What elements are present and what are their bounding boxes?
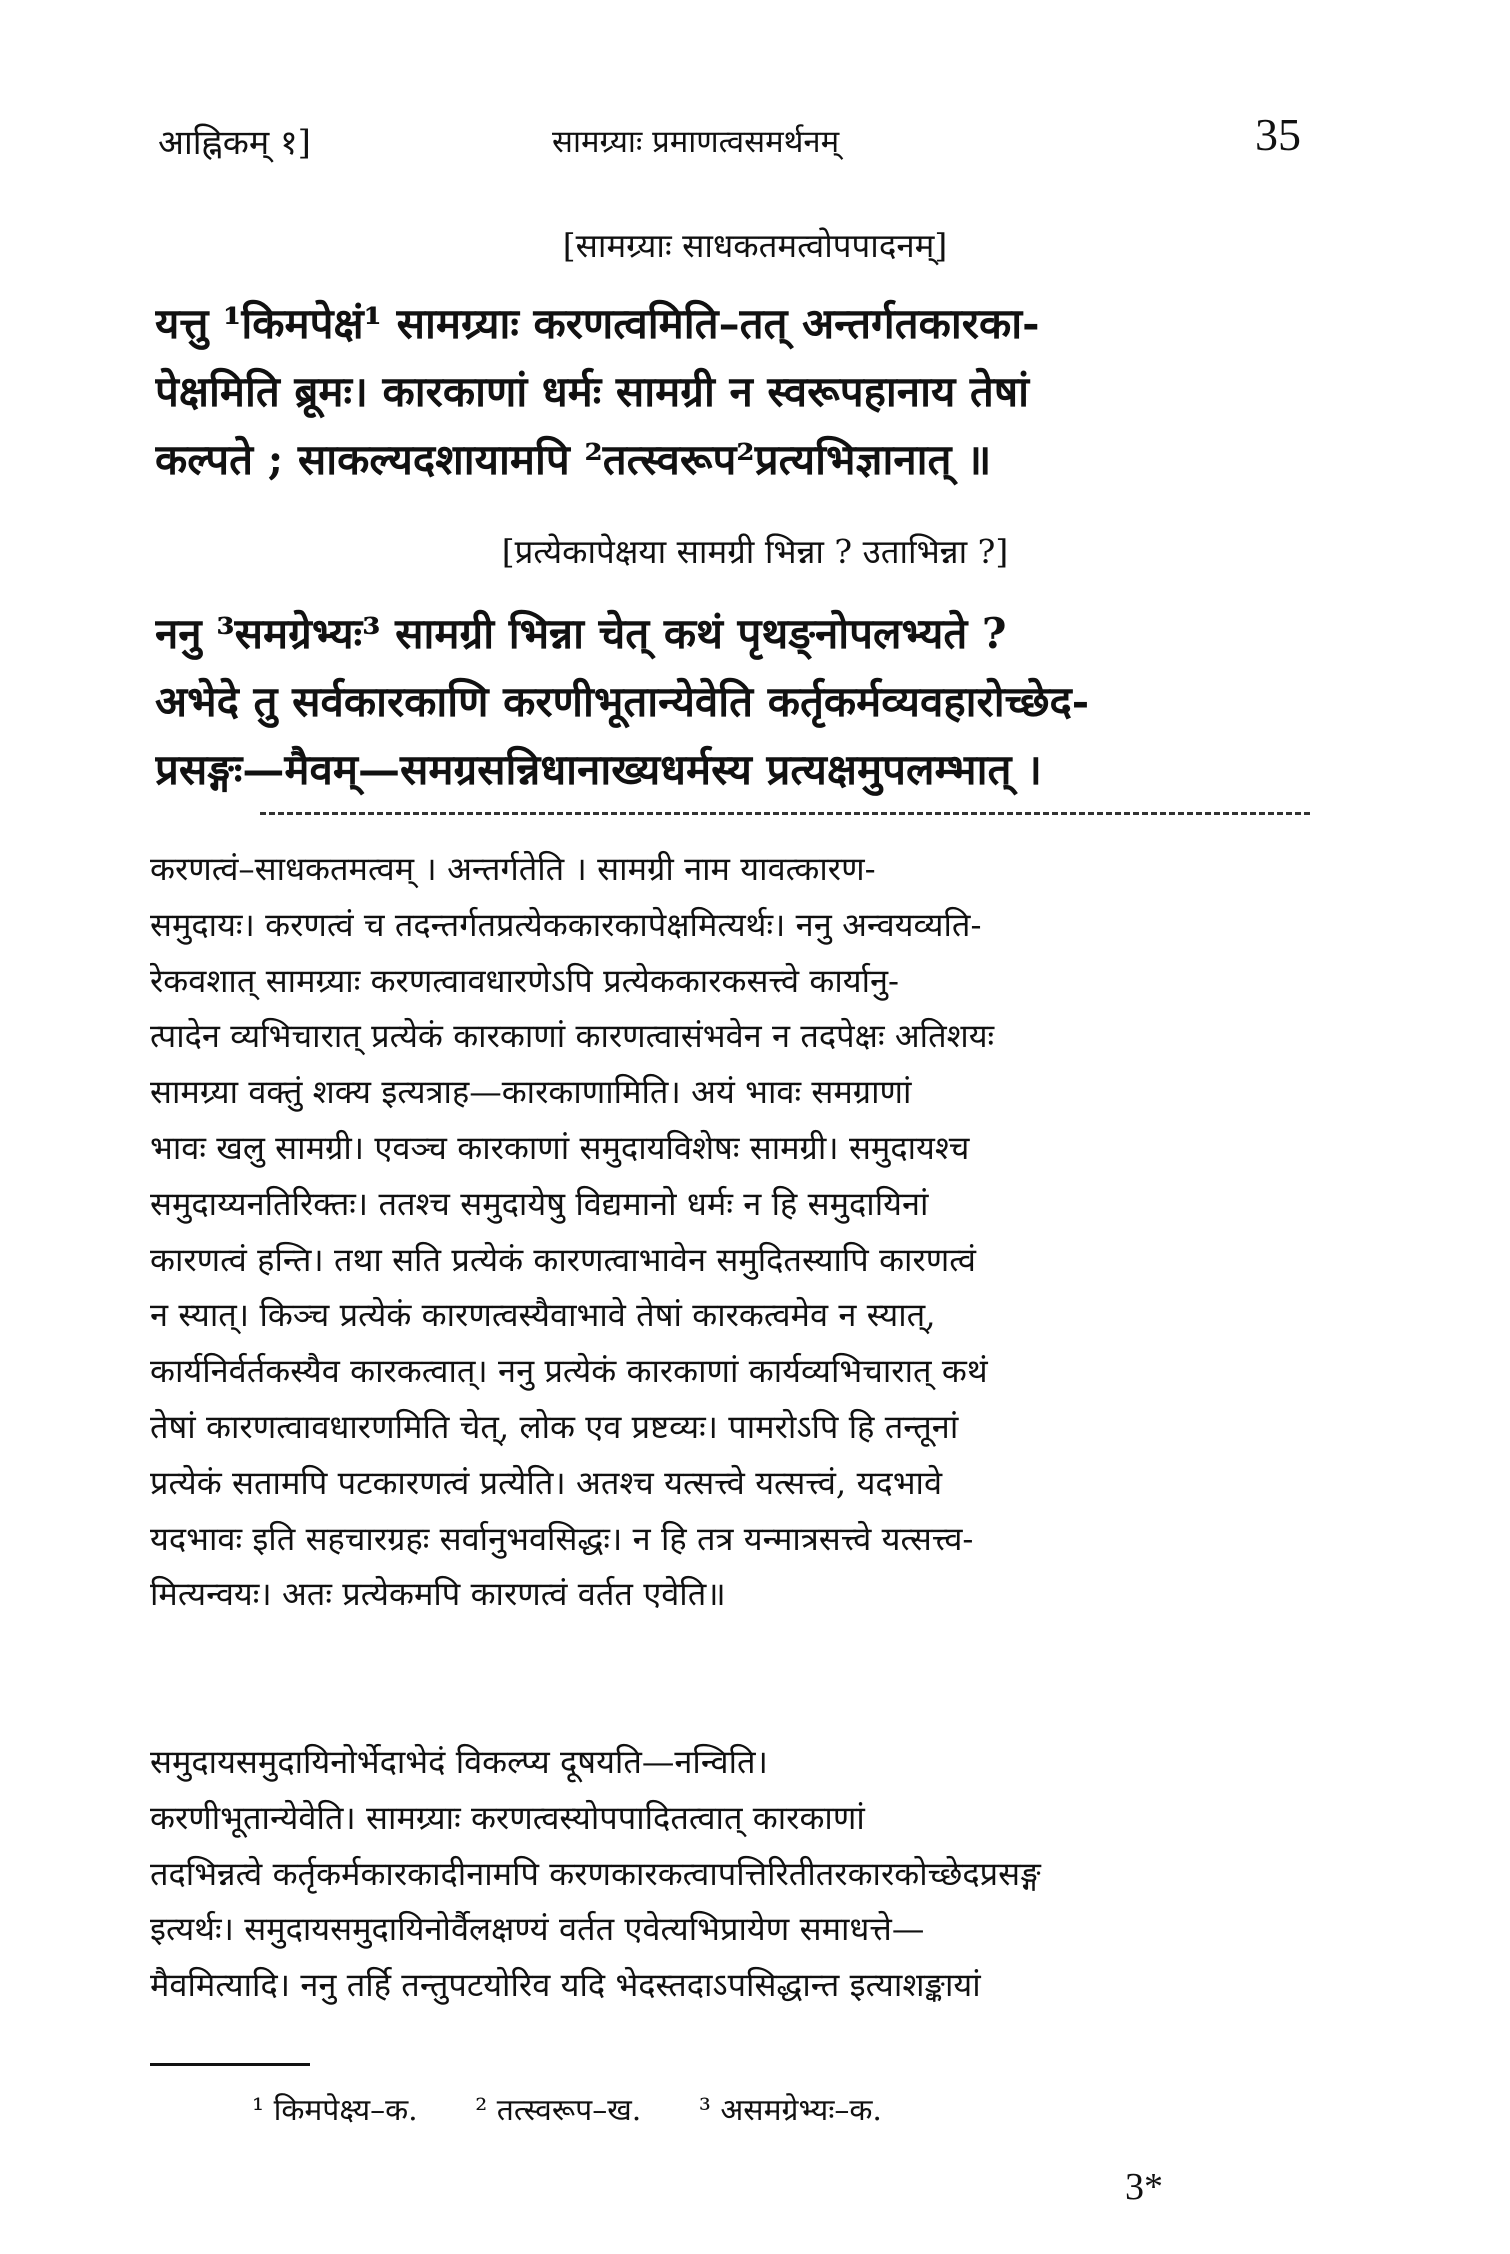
signature-mark: 3* [1125, 2166, 1163, 2208]
commentary-paragraph-2 [150, 1735, 1310, 2014]
root-text-line: अभेदे तु सर्वकारकाणि करणीभूतान्येवेति कर्तृकर्मव्यवहारोच्छेद- [155, 677, 1090, 726]
commentary-line: समुदायसमुदायिनोर्भेदाभेदं विकल्प्य दूषयति—नन्विति। [150, 1743, 768, 1781]
footnotes [252, 2088, 930, 2129]
commentary-line: त्पादेन व्यभिचारात् प्रत्येकं कारकाणां कारणत्वासंभवेन न तदपेक्षः अतिशयः [150, 1017, 995, 1056]
section-heading-1: [सामग्र्याः साधकतमत्वोपपादनम्] [562, 226, 948, 265]
section-heading-2: [प्रत्येकापेक्षया सामग्री भिन्ना ? उताभिन्ना ?] [501, 532, 1009, 571]
commentary-line: यदभावः इति सहचारग्रहः सर्वानुभवसिद्धः। न हि तत्र यन्मात्रसत्त्वे यत्सत्त्व- [150, 1519, 974, 1558]
commentary-line: सामग्र्या वक्तुं शक्य इत्यत्राह—कारकाणामिति। अयं भावः समग्राणां [150, 1073, 912, 1112]
commentary-line: कारणत्वं हन्ति। तथा सति प्रत्येकं कारणत्वाभावेन समुदितस्यापि कारणत्वं [150, 1240, 976, 1279]
running-head-section: आह्निकम् १] [158, 123, 311, 163]
footnote-2: ² तत्स्वरूप–ख. [475, 2093, 642, 2128]
commentary-line: मैवमित्यादि। ननु तर्हि तन्तुपटयोरिव यदि भेदस्तदाऽपसिद्धान्त इत्याशङ्कायां [150, 1966, 981, 2005]
page-number: 35 [1255, 109, 1301, 160]
commentary-line: समुदायः। करणत्वं च तदन्तर्गतप्रत्येककारकापेक्षमित्यर्थः। ननु अन्वयव्यति- [150, 905, 982, 944]
commentary-line: करणीभूतान्येवेति। सामग्र्याः करणत्वस्योपपादितत्वात् कारकाणां [150, 1798, 865, 1837]
root-text-line: पेक्षमिति ब्रूमः। कारकाणां धर्मः सामग्री न स्वरूपहानाय तेषां [155, 367, 1030, 416]
root-text-line: यत्तु ¹किमपेक्षं¹ सामग्र्याः करणत्वमिति–तत् अन्तर्गतकारका- [155, 299, 1040, 348]
commentary-line: समुदाय्यनतिरिक्तः। ततश्च समुदायेषु विद्यमानो धर्मः न हि समुदायिनां [150, 1184, 929, 1223]
commentary-line: मित्यन्वयः। अतः प्रत्येकमपि कारणत्वं वर्तत एवेति॥ [150, 1575, 726, 1614]
footnote-1: ¹ किमपेक्ष्य–क. [252, 2093, 418, 2128]
footnote-rule [150, 2063, 310, 2066]
commentary-line: करणत्वं–साधकतमत्वम् । अन्तर्गतेति । सामग्री नाम यावत्कारण- [150, 850, 876, 888]
footnote-3: ³ असमग्रेभ्यः–क. [698, 2093, 882, 2128]
running-head-title: सामग्र्याः प्रमाणत्वसमर्थनम् [552, 124, 840, 160]
commentary-line: भावः खलु सामग्री। एवञ्च कारकाणां समुदायविशेषः सामग्री। समुदायश्च [150, 1128, 970, 1167]
dashed-divider [260, 812, 1310, 815]
commentary-line: न स्यात्। किञ्च प्रत्येकं कारणत्वस्यैवाभावे तेषां कारकत्वमेव न स्यात्, [150, 1296, 936, 1335]
commentary-line: तदभिन्नत्वे कर्तृकर्मकारकादीनामपि करणकारकत्वापत्तिरितीतरकारकोच्छेदप्रसङ्ग [150, 1854, 1041, 1893]
commentary-line: तेषां कारणत्वावधारणमिति चेत्, लोक एव प्रष्टव्यः। पामरोऽपि हि तन्तूनां [150, 1407, 959, 1446]
commentary-line: इत्यर्थः। समुदायसमुदायिनोर्वैलक्षण्यं वर्तत एवेत्यभिप्रायेण समाधत्ते— [150, 1910, 925, 1949]
commentary-paragraph-1 [150, 842, 1310, 1623]
root-text-1 [155, 290, 1305, 494]
root-text-line: प्रसङ्गः—मैवम्—समग्रसन्निधानाख्यधर्मस्य प्रत्यक्षमुपलम्भात् । [155, 745, 1042, 794]
root-text-2 [155, 600, 1305, 804]
root-text-line: कल्पते ; साकल्यदशायामपि ²तत्स्वरूप²प्रत्यभिज्ञानात् ॥ [155, 435, 992, 484]
commentary-line: कार्यनिर्वर्तकस्यैव कारकत्वात्। ननु प्रत्येकं कारकाणां कार्यव्यभिचारात् कथं [150, 1352, 988, 1391]
root-text-line: ननु ³समग्रेभ्यः³ सामग्री भिन्ना चेत् कथं पृथङ्नोपलभ्यते ? [155, 609, 1007, 658]
commentary-line: प्रत्येकं सतामपि पटकारणत्वं प्रत्येति। अतश्च यत्सत्त्वे यत्सत्त्वं, यदभावे [150, 1463, 943, 1502]
commentary-line: रेकवशात् सामग्र्याः करणत्वावधारणेऽपि प्रत्येककारकसत्त्वे कार्यानु- [150, 961, 900, 1000]
